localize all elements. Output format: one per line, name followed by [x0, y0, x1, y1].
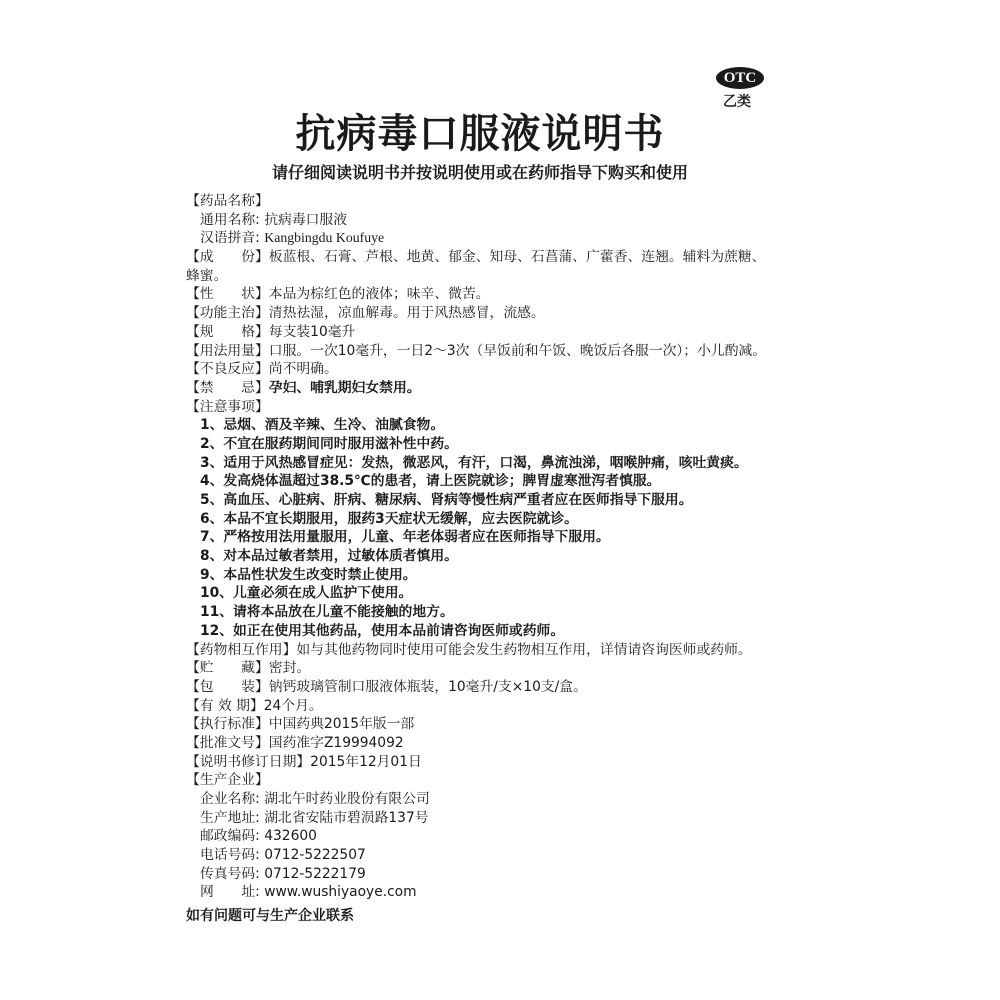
precaution-item: 12、如正在使用其他药品，使用本品前请咨询医师或药师。 [200, 622, 565, 639]
standard-value: 中国药典2015年版一部 [268, 716, 415, 733]
appearance-value: 本品为棕红色的液体；味辛、微苦。 [268, 286, 490, 303]
manufacturer-field-value: 0712-5222179 [264, 865, 366, 882]
manufacturer-field-label: 网 址: [200, 884, 260, 901]
revision-value: 2015年12月01日 [310, 753, 422, 770]
validity-header: 【有 效 期】 [186, 697, 264, 714]
section-header-drug-name: 【药品名称】 [186, 193, 269, 209]
validity-value: 24个月。 [263, 697, 323, 714]
manufacturer-field-label: 生产地址: [200, 809, 260, 826]
precaution-item: 11、请将本品放在儿童不能接触的地方。 [200, 604, 454, 621]
interactions-header: 【药物相互作用】 [186, 641, 297, 658]
appearance-row [186, 285, 816, 304]
leaflet-body [186, 192, 816, 902]
adverse-row [186, 360, 816, 379]
contraindications-row [186, 379, 816, 398]
approval-header: 【批准文号】 [186, 734, 269, 751]
contraindications-header: 【禁 忌】 [186, 379, 269, 396]
section-header-manufacturer: 【生产企业】 [186, 772, 269, 789]
ingredients-row [186, 248, 816, 267]
storage-value: 密封。 [268, 660, 311, 677]
ingredients-value: 板蓝根、石膏、芦根、地黄、郁金、知母、石菖蒲、广藿香、连翘。辅料为蔗糖、 [268, 249, 766, 266]
precaution-item: 4、发高烧体温超过38.5℃的患者，请上医院就诊；脾胃虚寒泄泻者慎服。 [200, 473, 661, 490]
approval-row [186, 734, 816, 753]
indications-row [186, 304, 816, 323]
dosage-row [186, 342, 816, 361]
footer-note: 如有问题可与生产企业联系 [186, 908, 354, 924]
indications-value: 清热祛湿，凉血解毒。用于风热感冒，流感。 [268, 305, 545, 322]
precaution-item: 7、严格按用法用量服用，儿童、年老体弱者应在医师指导下服用。 [200, 529, 610, 546]
generic-name-row [186, 211, 816, 230]
generic-name-value: 抗病毒口服液 [264, 211, 348, 228]
otc-badge: OTC [716, 67, 764, 89]
specification-value: 每支装10毫升 [268, 323, 356, 340]
package-header: 【包 装】 [186, 678, 269, 695]
precaution-item: 5、高血压、心脏病、肝病、糖尿病、肾病等慢性病严重者应在医师指导下服用。 [200, 492, 693, 508]
otc-class-label: 乙类 [723, 94, 751, 110]
manufacturer-field [186, 809, 816, 828]
standard-row [186, 715, 816, 734]
manufacturer-field [186, 846, 816, 865]
manufacturer-field-value: 湖北午时药业股份有限公司 [264, 791, 430, 807]
adverse-header: 【不良反应】 [186, 361, 269, 378]
appearance-header: 【性 状】 [186, 286, 269, 303]
dosage-header: 【用法用量】 [186, 342, 269, 359]
manufacturer-field-label: 电话号码: [200, 847, 260, 864]
ingredients-continued: 蜂蜜。 [186, 267, 228, 284]
specification-row [186, 323, 816, 342]
standard-header: 【执行标准】 [186, 716, 269, 733]
pinyin-value: Kangbingdu Koufuye [264, 230, 385, 246]
pinyin-label: 汉语拼音: [200, 230, 260, 247]
storage-row [186, 659, 816, 678]
specification-header: 【规 格】 [186, 323, 269, 340]
adverse-value: 尚不明确。 [268, 361, 338, 378]
revision-header: 【说明书修订日期】 [186, 753, 311, 770]
pinyin-row [186, 229, 816, 248]
revision-row [186, 753, 816, 772]
package-row [186, 678, 816, 697]
manufacturer-field-label: 传真号码: [200, 865, 260, 882]
document-subtitle: 请仔细阅读说明书并按说明使用或在药师指导下购买和使用 [271, 163, 688, 182]
indications-header: 【功能主治】 [186, 305, 269, 322]
manufacturer-field [186, 883, 816, 902]
precaution-item: 9、本品性状发生改变时禁止使用。 [200, 566, 417, 583]
storage-header: 【贮 藏】 [186, 660, 269, 677]
manufacturer-field [186, 865, 816, 884]
interactions-row [186, 641, 816, 660]
precaution-item: 8、对本品过敏者禁用，过敏体质者慎用。 [200, 548, 458, 565]
precaution-item: 10、儿童必须在成人监护下使用。 [200, 585, 413, 602]
approval-value: 国药准字Z19994092 [268, 734, 404, 751]
precaution-item: 1、忌烟、酒及辛辣、生冷、油腻食物。 [200, 417, 445, 434]
dosage-value: 口服。一次10毫升，一日2～3次（早饭前和午饭、晚饭后各服一次）；小儿酌减。 [268, 342, 767, 359]
manufacturer-field [186, 790, 816, 809]
ingredients-header: 【成 份】 [186, 249, 269, 266]
document-title: 抗病毒口服液说明书 [295, 111, 665, 157]
precaution-item: 6、本品不宜长期服用，服药3天症状无缓解，应去医院就诊。 [200, 510, 578, 527]
manufacturer-field-value: 0712-5222507 [264, 847, 366, 864]
manufacturer-field-label: 企业名称: [200, 791, 260, 807]
manufacturer-field-label: 邮政编码: [200, 828, 260, 845]
package-value: 钠钙玻璃管制口服液体瓶装，10毫升/支×10支/盒。 [268, 678, 587, 695]
contraindications-value: 孕妇、哺乳期妇女禁用。 [268, 379, 421, 396]
manufacturer-field-value: 湖北省安陆市碧涢路137号 [264, 809, 429, 826]
validity-row [186, 697, 816, 716]
generic-name-label: 通用名称: [200, 211, 260, 228]
manufacturer-field [186, 827, 816, 846]
manufacturer-field-value: www.wushiyaoye.com [264, 884, 417, 901]
section-header-precautions: 【注意事项】 [186, 398, 269, 415]
interactions-value: 如与其他药物同时使用可能会发生药物相互作用，详情请咨询医师或药师。 [296, 641, 752, 658]
manufacturer-field-value: 432600 [264, 828, 317, 845]
precaution-item: 3、适用于风热感冒症见：发热，微恶风，有汗，口渴，鼻流浊涕，咽喉肿痛，咳吐黄痰。 [200, 454, 748, 471]
precaution-item: 2、不宜在服药期间同时服用滋补性中药。 [200, 435, 458, 452]
